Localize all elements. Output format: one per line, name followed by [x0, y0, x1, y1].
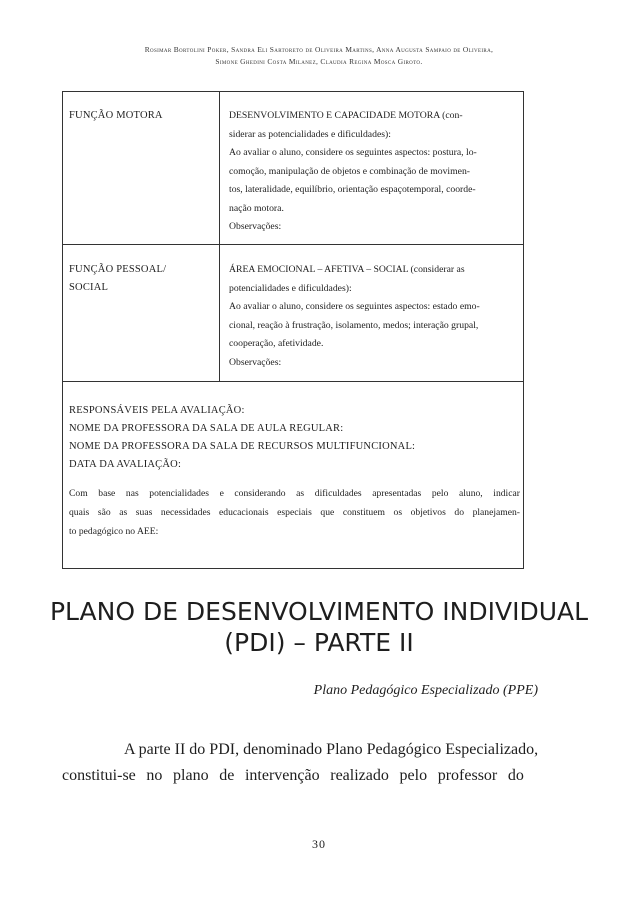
body-word: intervenção	[244, 767, 320, 784]
paragraph-word: quais	[69, 507, 90, 518]
paragraph-word: planejamen-	[472, 507, 520, 518]
body-word: professor	[437, 767, 498, 784]
paragraph-word: educacionais	[219, 507, 269, 518]
desc-line: ÁREA EMOCIONAL – AFETIVA – SOCIAL (considerar as	[229, 264, 465, 275]
page-number: 30	[312, 837, 326, 851]
paragraph-word: são	[97, 507, 111, 518]
paragraph-word: constituem	[342, 507, 385, 518]
paragraph-word: indicar	[493, 488, 520, 499]
table-border-bottom	[62, 568, 524, 569]
paragraph-line	[69, 484, 520, 503]
section-title	[40, 596, 598, 658]
paragraph-word: apresentadas	[372, 488, 422, 499]
body-paragraph	[62, 737, 539, 789]
responsaveis-block	[69, 402, 520, 474]
row-desc-area-emocional	[229, 261, 518, 372]
desc-line: Ao avaliar o aluno, considere os seguintes aspectos: postura, lo-	[229, 147, 477, 158]
paragraph-word: e	[219, 488, 224, 499]
row-label-funcao-pessoal-social	[69, 261, 166, 297]
row-desc-funcao-motora	[229, 107, 518, 237]
professora-sala-recursos-label: NOME DA PROFESSORA DA SALA DE RECURSOS MULTIFUNCIONAL:	[69, 441, 416, 452]
body-line-2	[62, 763, 524, 789]
paragraph-word: base	[98, 488, 116, 499]
desc-line: Observações:	[229, 221, 282, 232]
desc-line: cional, reação à frustração, isolamento, medos; interação grupal,	[229, 319, 479, 331]
desc-line: cooperação, afetividade.	[229, 338, 324, 349]
body-word: constitui-se	[62, 767, 136, 784]
needs-instruction-paragraph	[69, 484, 520, 541]
desc-line: tos, lateralidade, equilíbrio, orientação espaçotemporal, coorde-	[229, 184, 476, 195]
paragraph-word: potencialidades	[149, 488, 209, 499]
desc-line: potencialidades e dificuldades):	[229, 282, 352, 294]
body-line-1: A parte II do PDI, denominado Plano Pedagógico Especializado,	[124, 741, 539, 758]
paragraph-word: necessidades	[160, 507, 211, 518]
row-label-line: SOCIAL	[69, 282, 109, 293]
responsaveis-label: RESPONSÁVEIS PELA AVALIAÇÃO:	[69, 405, 245, 416]
header-authors-line1: Rosimar Bortolini Poker, Sandra Eli Sartoreto de Oliveira Martins, Anna Augusta Sampaio de Oliveira,	[144, 45, 494, 54]
table-column-divider	[219, 91, 220, 381]
paragraph-word: que	[320, 507, 335, 518]
section-title-line2: (PDI) – PARTE II	[224, 628, 414, 657]
table-row-divider-1	[62, 244, 524, 245]
paragraph-word: os	[393, 507, 403, 518]
row-label-line: FUNÇÃO PESSOAL/	[69, 264, 167, 275]
body-word: de	[219, 767, 235, 784]
paragraph-word: objetivos	[410, 507, 446, 518]
body-word: do	[507, 767, 524, 784]
table-border-left	[62, 91, 63, 569]
paragraph-word: nas	[125, 488, 139, 499]
section-title-line1: PLANO DE DESENVOLVIMENTO INDIVIDUAL	[49, 597, 589, 626]
paragraph-word: do	[454, 507, 464, 518]
paragraph-word: Com	[69, 488, 88, 499]
section-subtitle: Plano Pedagógico Especializado (PPE)	[313, 683, 538, 698]
body-word: realizado	[330, 767, 389, 784]
table-border-top	[62, 91, 524, 92]
paragraph-word: suas	[135, 507, 153, 518]
row-label-line: FUNÇÃO MOTORA	[69, 110, 163, 121]
paragraph-word: especiais	[277, 507, 312, 518]
header-authors-line2: Simone Ghedini Costa Milanez, Claudia Regina Mosca Giroto.	[215, 57, 423, 66]
desc-line: DESENVOLVIMENTO E CAPACIDADE MOTORA (con-	[229, 110, 463, 121]
paragraph-word: as	[296, 488, 305, 499]
desc-line: Observações:	[229, 356, 282, 368]
body-word: pelo	[399, 767, 428, 784]
data-avaliacao-label: DATA DA AVALIAÇÃO:	[69, 459, 182, 470]
paragraph-word: dificuldades	[314, 488, 362, 499]
desc-line: Ao avaliar o aluno, considere os seguintes aspectos: estado emo-	[229, 301, 480, 312]
desc-line: nação motora.	[229, 202, 284, 214]
paragraph-line	[69, 503, 520, 522]
body-word: no	[146, 767, 163, 784]
running-header	[40, 44, 598, 68]
assessment-table	[62, 91, 524, 569]
table-row-divider-2	[62, 381, 524, 382]
row-label-funcao-motora	[69, 107, 163, 125]
paragraph-line: to pedagógico no AEE:	[69, 526, 159, 537]
desc-line: siderar as potencialidades e dificuldades):	[229, 128, 391, 140]
body-word: plano	[173, 767, 209, 784]
paragraph-word: aluno,	[458, 488, 483, 499]
table-border-right	[523, 91, 524, 569]
desc-line: comoção, manipulação de objetos e combinação de movimen-	[229, 165, 471, 177]
professora-sala-regular-label: NOME DA PROFESSORA DA SALA DE AULA REGULAR:	[69, 423, 344, 434]
paragraph-word: considerando	[234, 488, 286, 499]
paragraph-word: as	[119, 507, 128, 518]
paragraph-word: pelo	[431, 488, 449, 499]
